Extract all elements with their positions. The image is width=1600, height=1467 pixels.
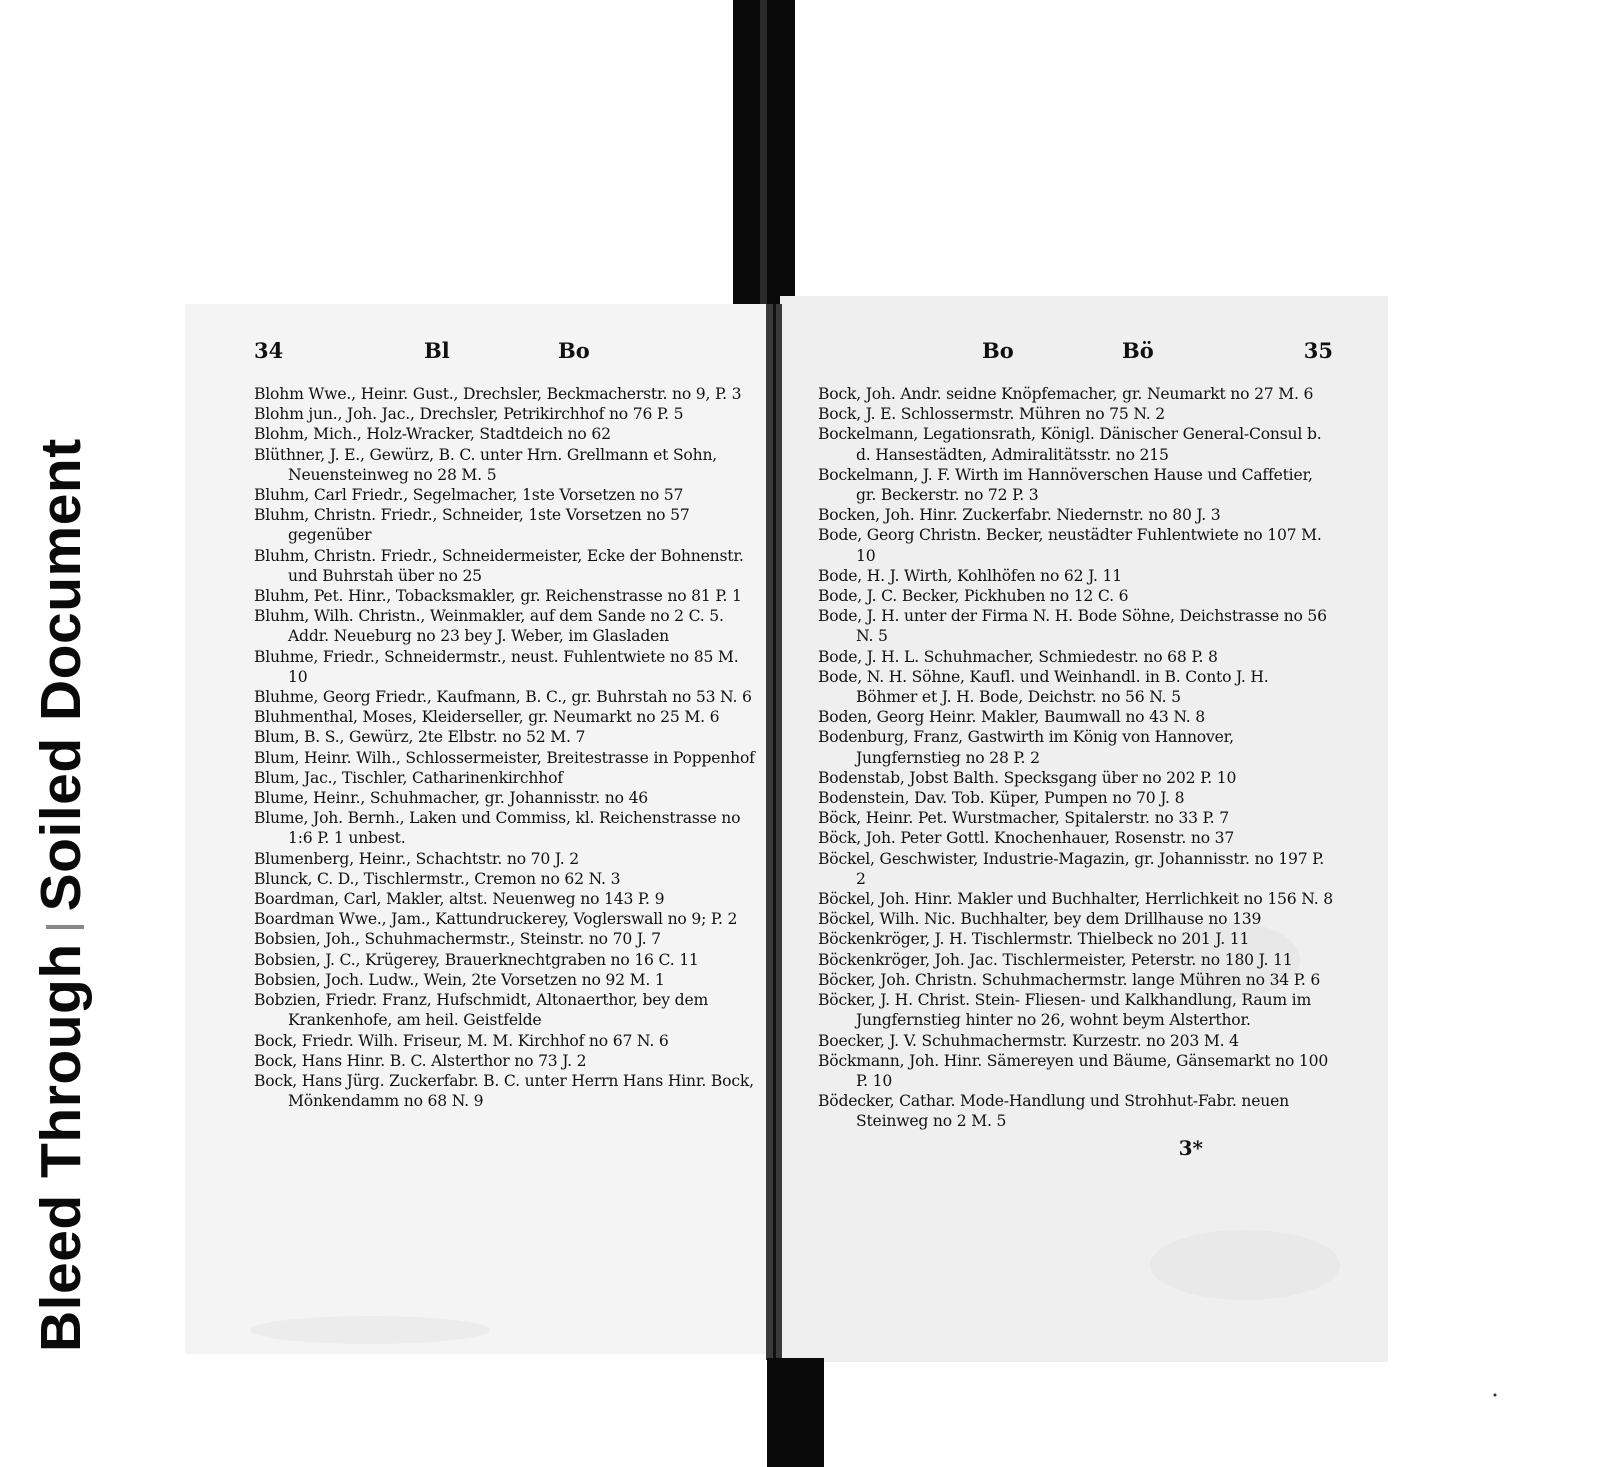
directory-entry: Bobsien, Joh., Schuhmachermstr., Steinstr. no 70 J. 7 (254, 930, 661, 949)
stamp-divider (46, 925, 84, 929)
right-page (818, 330, 1333, 1160)
directory-entry: Blum, Heinr. Wilh., Schlossermeister, Breitestrasse in Poppenhof (254, 748, 755, 767)
gutter-line (773, 304, 776, 1360)
directory-entry: Bock, Hans Jürg. Zuckerfabr. B. C. unter Herrn Hans Hinr. Bock, Mönkendamm no 68 N. 9 (254, 1071, 754, 1111)
directory-entry: Bode, H. J. Wirth, Kohlhöfen no 62 J. 11 (818, 566, 1122, 585)
binding-strip-top-highlight (760, 0, 767, 306)
directory-entry: Bodenstein, Dav. Tob. Küper, Pumpen no 70 J. 8 (818, 789, 1185, 808)
directory-entry: Bobsien, J. C., Krügerey, Brauerknechtgraben no 16 C. 11 (254, 950, 699, 969)
directory-entry: Blohm, Mich., Holz-Wracker, Stadtdeich no 62 (254, 425, 611, 444)
right-entry-list (818, 384, 1333, 1132)
directory-entry: Bockelmann, Legationsrath, Königl. Dänischer General-Consul b. d. Hansestädten, Admiralitätsstr. no 215 (818, 425, 1322, 464)
running-head-left: Bo (982, 338, 1014, 363)
directory-entry: Bodenburg, Franz, Gastwirth im König von Hannover, Jungfernstieg no 28 P. 2 (818, 728, 1234, 767)
directory-entry: Boardman, Carl, Makler, altst. Neuenweg no 143 P. 9 (254, 890, 665, 909)
directory-entry: Boecker, J. V. Schuhmachermstr. Kurzestr. no 203 M. 4 (818, 1031, 1239, 1050)
right-page-header (818, 330, 1333, 370)
directory-entry: Blum, Jac., Tischler, Catharinenkirchhof (254, 768, 563, 787)
directory-entry: Bödecker, Cathar. Mode-Handlung und Strohhut-Fabr. neuen Steinweg no 2 M. 5 (818, 1092, 1289, 1131)
binding-strip-bottom (767, 1358, 824, 1467)
directory-entry: Bock, Joh. Andr. seidne Knöpfemacher, gr. Neumarkt no 27 M. 6 (818, 385, 1314, 403)
speck (1494, 1394, 1497, 1397)
signature-mark: 3* (1178, 1136, 1203, 1160)
directory-entry: Bode, J. H. L. Schuhmacher, Schmiedestr. no 68 P. 8 (818, 647, 1218, 666)
directory-entry: Bluhm, Pet. Hinr., Tobacksmakler, gr. Reichenstrasse no 81 P. 1 (254, 587, 742, 606)
directory-entry: Blüthner, J. E., Gewürz, B. C. unter Hrn. Grellmann et Sohn, Neuensteinweg no 28 M. 5 (254, 445, 718, 484)
directory-entry: Blunck, C. D., Tischlermstr., Cremon no 62 N. 3 (254, 869, 621, 888)
directory-entry: Bode, J. C. Becker, Pickhuben no 12 C. 6 (818, 587, 1129, 606)
page-number: 34 (254, 338, 284, 363)
directory-entry: Bluhm, Christn. Friedr., Schneidermeister, Ecke der Bohnenstr. und Buhrstah über no 25 (254, 546, 744, 585)
directory-entry: Boardman Wwe., Jam., Kattundruckerey, Voglerswall no 9; P. 2 (254, 910, 738, 929)
directory-entry: Böckmann, Joh. Hinr. Sämereyen und Bäume, Gänsemarkt no 100 P. 10 (818, 1051, 1329, 1090)
directory-entry: Bode, Georg Christn. Becker, neustädter Fuhlentwiete no 107 M. 10 (818, 526, 1322, 565)
running-head-right: Bö (1122, 338, 1154, 363)
directory-entry: Bluhm, Wilh. Christn., Weinmakler, auf dem Sande no 2 C. 5. Addr. Neueburg no 23 bey J. Weber, im Glasladen (254, 607, 724, 646)
directory-entry: Bluhmenthal, Moses, Kleiderseller, gr. Neumarkt no 25 M. 6 (254, 708, 720, 727)
directory-entry: Bluhme, Georg Friedr., Kaufmann, B. C., gr. Buhrstah no 53 N. 6 (254, 688, 752, 707)
directory-entry: Blohm jun., Joh. Jac., Drechsler, Petrikirchhof no 76 P. 5 (254, 405, 684, 424)
directory-entry: Boden, Georg Heinr. Makler, Baumwall no 43 N. 8 (818, 708, 1206, 727)
directory-entry: Bode, N. H. Söhne, Kaufl. und Weinhandl. in B. Conto J. H. Böhmer et J. H. Bode, Deichstr. no 56 N. 5 (818, 667, 1269, 707)
directory-entry: Bockelmann, J. F. Wirth im Hannöverschen Hause und Caffetier, gr. Beckerstr. no 72 P. 3 (818, 465, 1313, 505)
directory-entry: Böckel, Joh. Hinr. Makler und Buchhalter, Herrlichkeit no 156 N. 8 (818, 890, 1333, 909)
directory-entry: Bobsien, Joch. Ludw., Wein, 2te Vorsetzen no 92 M. 1 (254, 970, 665, 989)
directory-entry: Bock, J. E. Schlossermstr. Mühren no 75 N. 2 (818, 405, 1166, 424)
page-number: 35 (1303, 338, 1333, 363)
directory-entry: Bobzien, Friedr. Franz, Hufschmidt, Altonaerthor, bey dem Krankenhofe, am heil. Geistfelde (254, 991, 709, 1030)
running-head-left: Bl (424, 338, 450, 363)
directory-entry: Bluhme, Friedr., Schneidermstr., neust. Fuhlentwiete no 85 M. 10 (254, 647, 739, 686)
left-page (254, 330, 759, 1111)
directory-entry: Böckenkröger, J. H. Tischlermstr. Thielbeck no 201 J. 11 (818, 930, 1250, 949)
running-head-right: Bo (558, 338, 590, 363)
directory-entry: Bodenstab, Jobst Balth. Specksgang über no 202 P. 10 (818, 768, 1237, 787)
directory-entry: Bock, Hans Hinr. B. C. Alsterthor no 73 J. 2 (254, 1051, 587, 1070)
left-page-header (254, 330, 759, 370)
directory-entry: Böckel, Wilh. Nic. Buchhalter, bey dem Drillhause no 139 (818, 910, 1262, 929)
directory-entry: Blumenberg, Heinr., Schachtstr. no 70 J. 2 (254, 849, 579, 868)
directory-entry: Böck, Heinr. Pet. Wurstmacher, Spitalerstr. no 33 P. 7 (818, 809, 1229, 828)
directory-entry: Blohm Wwe., Heinr. Gust., Drechsler, Beckmacherstr. no 9, P. 3 (254, 385, 742, 403)
directory-entry: Blum, B. S., Gewürz, 2te Elbstr. no 52 M. 7 (254, 728, 586, 747)
directory-entry: Bock, Friedr. Wilh. Friseur, M. M. Kirchhof no 67 N. 6 (254, 1031, 669, 1050)
directory-entry: Böckel, Geschwister, Industrie-Magazin, gr. Johannisstr. no 197 P. 2 (818, 849, 1325, 888)
directory-entry: Blume, Joh. Bernh., Laken und Commiss, kl. Reichenstrasse no 1:6 P. 1 unbest. (254, 809, 741, 848)
directory-entry: Böckenkröger, Joh. Jac. Tischlermeister, Peterstr. no 180 J. 11 (818, 950, 1293, 969)
directory-entry: Bluhm, Carl Friedr., Segelmacher, 1ste Vorsetzen no 57 (254, 486, 684, 505)
stamp-soiled-document: Soiled Document (29, 438, 93, 912)
soil-smudge (1150, 1230, 1340, 1300)
directory-entry: Böcker, J. H. Christ. Stein- Fliesen- und Kalkhandlung, Raum im Jungfernstieg hinter no 26, wohnt beym Alsterthor. (818, 991, 1312, 1030)
directory-entry: Bluhm, Christn. Friedr., Schneider, 1ste Vorsetzen no 57 gegenüber (254, 506, 690, 545)
directory-entry: Bocken, Joh. Hinr. Zuckerfabr. Niedernstr. no 80 J. 3 (818, 506, 1221, 525)
directory-entry: Blume, Heinr., Schuhmacher, gr. Johannisstr. no 46 (254, 789, 649, 808)
left-entry-list (254, 384, 759, 1111)
stamp-bleed-through: Bleed Through (29, 943, 93, 1352)
directory-entry: Böck, Joh. Peter Gottl. Knochenhauer, Rosenstr. no 37 (818, 829, 1235, 848)
directory-entry: Böcker, Joh. Christn. Schuhmachermstr. lange Mühren no 34 P. 6 (818, 970, 1321, 989)
bleed-through-stamp (28, 438, 94, 1352)
directory-entry: Bode, J. H. unter der Firma N. H. Bode Söhne, Deichstrasse no 56 N. 5 (818, 607, 1327, 646)
soil-smudge (250, 1316, 490, 1344)
